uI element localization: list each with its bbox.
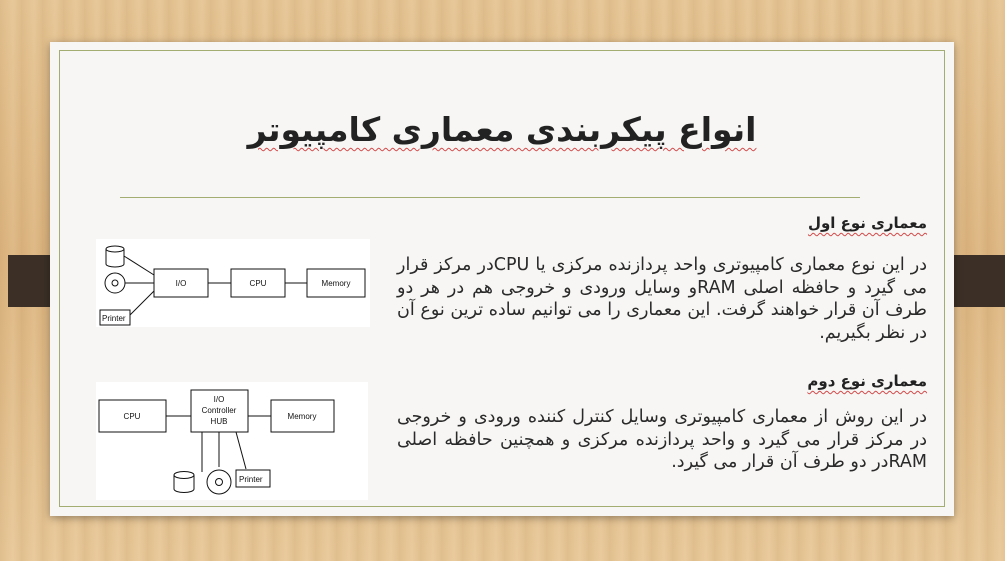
cd-drive-icon: [207, 470, 231, 494]
section2-paragraph: در این روش از معماری کامپیوتری وسایل کنترل کننده ورودی و خروجی در مرکز قرار می گیرد و واحد پردازنده مرکزی و همچنین حافظه اصلی RAMدر دو طرف آن قرار می گیرد.: [397, 407, 927, 472]
memory-label: Memory: [321, 279, 351, 288]
section1-heading: معماری نوع اول: [807, 214, 927, 232]
section2-heading: معماری نوع دوم: [807, 372, 927, 390]
printer-label: Printer: [239, 475, 263, 484]
section1-paragraph: در این نوع معماری کامپیوتری واحد پردازنده مرکزی یا CPUدر مرکز قرار می گیرد و حافظه اصلی RAMو وسایل ورودی و خروجی هم در هر دو طرف آن قرار خواهند گرفت. این معماری را می توانیم ساده ترین نوع آن در نظر بگیریم.: [397, 255, 927, 343]
slide-title: [50, 110, 954, 149]
slide-title-text: انواع پیکربندی معماری کامپیوتر: [247, 110, 757, 149]
diagram-type-1: [96, 239, 370, 327]
cd-drive-icon: [105, 273, 125, 293]
hub-label-line2: Controller: [201, 406, 237, 415]
cpu-label: CPU: [249, 279, 267, 288]
io-label: I/O: [175, 279, 187, 288]
title-divider: [120, 197, 860, 198]
hub-label-line1: I/O: [213, 395, 225, 404]
diagram-type-2: [96, 382, 368, 500]
disk-icon: [106, 246, 124, 267]
memory-label: Memory: [287, 412, 317, 421]
cpu-label: CPU: [123, 412, 141, 421]
slide: [50, 42, 954, 516]
printer-label: Printer: [102, 314, 126, 323]
disk-icon: [174, 472, 194, 493]
hub-label-line3: HUB: [210, 417, 228, 426]
